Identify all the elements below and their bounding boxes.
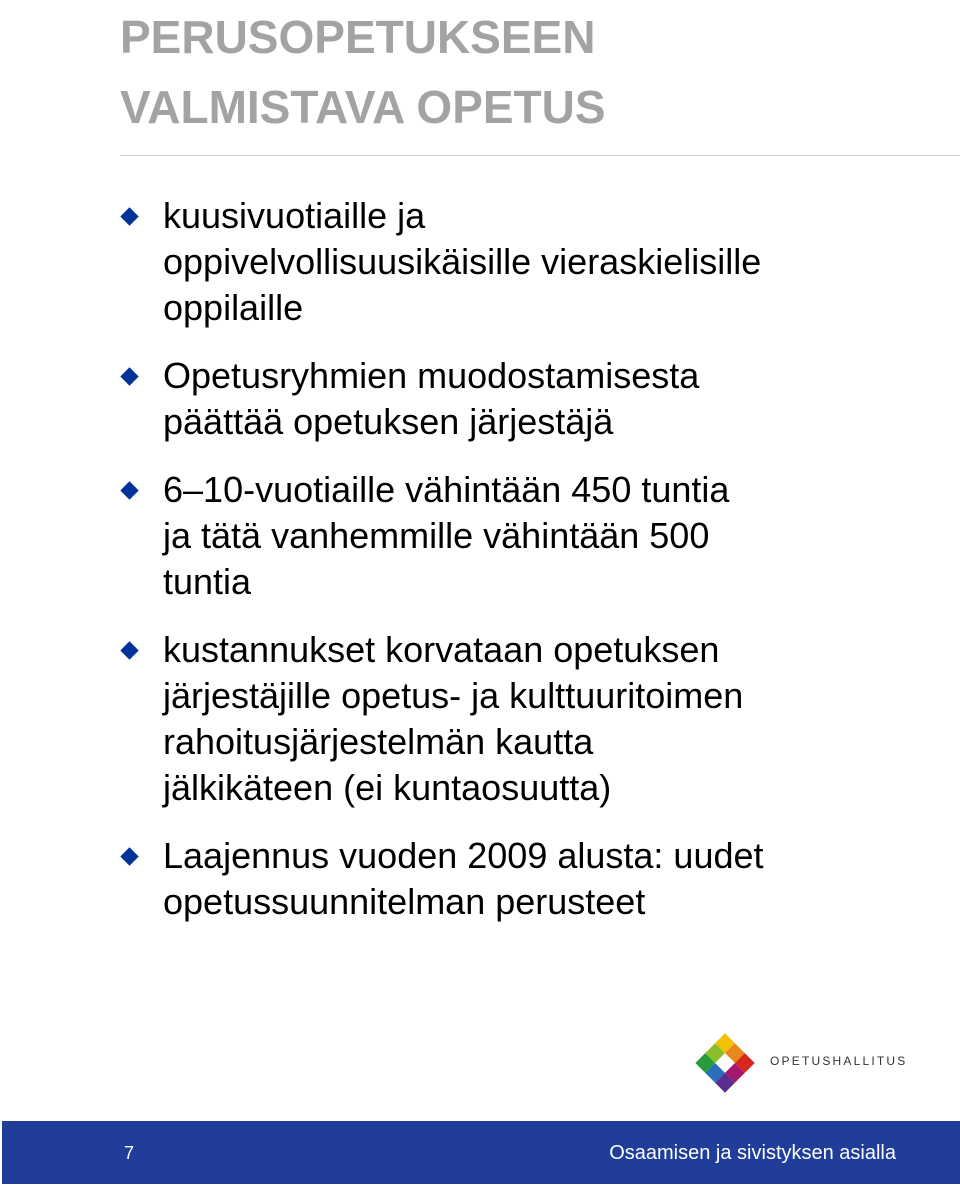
slide-title-line-1: PERUSOPETUKSEEN (120, 11, 596, 63)
bullet-line: jälkikäteen (ei kuntaosuutta) (163, 767, 612, 808)
bullet-line: rahoitusjärjestelmän kautta (163, 721, 594, 762)
diamond-bullet-icon (120, 641, 138, 659)
opetushallitus-logo-mark-icon (692, 1030, 758, 1096)
diamond-bullet-icon (120, 847, 138, 865)
title-divider (120, 155, 960, 156)
bullet-line: oppivelvollisuusikäisille vieraskielisille (163, 241, 762, 282)
bullet-item (118, 467, 898, 605)
bullet-line: opetussuunnitelman perusteet (163, 881, 646, 922)
bullet-text (163, 627, 898, 811)
bullet-line: järjestäjille opetus- ja kulttuuritoimen (163, 675, 744, 716)
bullet-line: 6–10-vuotiaille vähintään 450 tuntia (163, 469, 730, 510)
bullet-list (118, 193, 898, 947)
diamond-bullet-icon (120, 367, 138, 385)
bullet-line: oppilaille (163, 287, 304, 328)
bullet-text (163, 353, 898, 445)
bullet-line: päättää opetuksen järjestäjä (163, 401, 614, 442)
bullet-line: kuusivuotiaille ja (163, 195, 426, 236)
footer-slogan: Osaamisen ja sivistyksen asialla (609, 1142, 896, 1164)
bullet-item (118, 353, 898, 445)
bullet-item (118, 627, 898, 811)
footer-bar (2, 1121, 960, 1184)
slide-title (120, 2, 920, 142)
bullet-text (163, 833, 898, 925)
bullet-text (163, 193, 898, 331)
bullet-item (118, 193, 898, 331)
logo-wordmark: OPETUSHALLITUS (770, 1054, 908, 1068)
page-number: 7 (124, 1143, 135, 1163)
bullet-text (163, 467, 898, 605)
bullet-item (118, 833, 898, 925)
bullet-line: kustannukset korvataan opetuksen (163, 629, 720, 670)
bullet-line: Opetusryhmien muodostamisesta (163, 355, 700, 396)
diamond-bullet-icon (120, 481, 138, 499)
bullet-line: Laajennus vuoden 2009 alusta: uudet (163, 835, 764, 876)
opetushallitus-logo (692, 1030, 908, 1100)
bullet-line: tuntia (163, 561, 252, 602)
slide-title-line-2: VALMISTAVA OPETUS (120, 81, 606, 133)
diamond-bullet-icon (120, 207, 138, 225)
bullet-line: ja tätä vanhemmille vähintään 500 (163, 515, 710, 556)
